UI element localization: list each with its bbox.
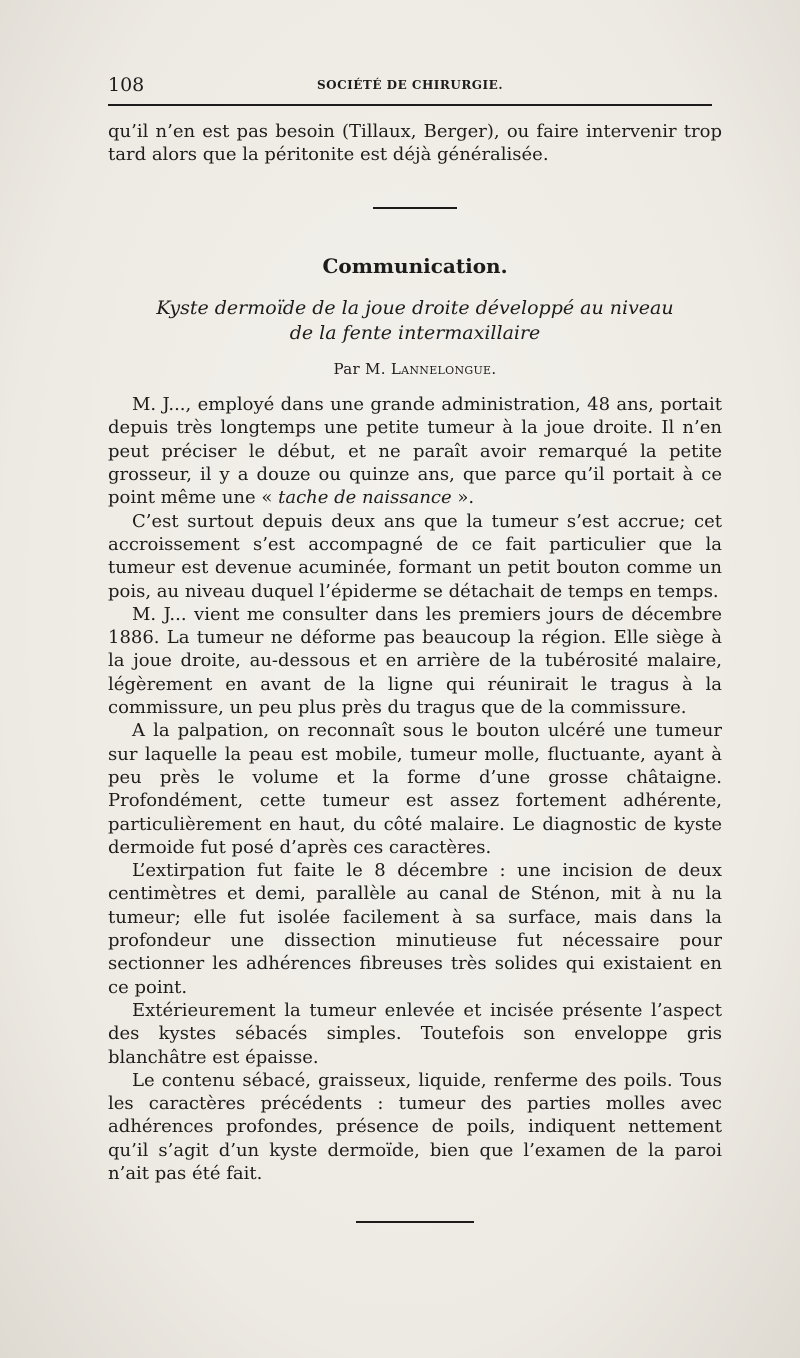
byline-suffix: .: [491, 359, 497, 378]
header-rule: [108, 104, 712, 106]
page-header: [108, 70, 712, 100]
paragraph-1-italic: tache de naissance: [278, 487, 452, 509]
paragraph-1-text: M. J..., employé dans une grande administration, 48 ans, portait depuis très longtemps une petite tumeur à la joue droite. Il n’en peut préciser le début, et ne paraît avoir remarqué la petite grosseur, il y a douze ou quinze ans, que parce qu’il portait à ce point même une «: [108, 394, 722, 509]
paragraph-2: C’est surtout depuis deux ans que la tumeur s’est accrue; cet accroissement s’est accompagné de ce fait particulier que la tumeur est devenue acuminée, formant un petit bouton comme un pois, au niveau duquel l’épiderme se détachait de temps en temps.: [108, 510, 722, 602]
article-title: [108, 296, 722, 346]
byline: [108, 358, 722, 381]
article-title-line-1: Kyste dermoïde de la joue droite développé au niveau: [156, 296, 674, 319]
section-heading: Communication.: [322, 253, 508, 278]
end-rule: [356, 1221, 474, 1223]
page-body: [108, 120, 722, 1223]
paragraph-7: Le contenu sébacé, graisseux, liquide, renferme des poils. Tous les caractères précédents : tumeur des parties molles avec adhérences profondes, présence de poils, indiquent nettement qu’il s’agit d’un kyste dermoïde, bien que l’examen de la paroi n’ait pas été fait.: [108, 1069, 722, 1184]
byline-prefix: Par M.: [333, 359, 386, 378]
paragraph-3: M. J... vient me consulter dans les premiers jours de décembre 1886. La tumeur ne déforme pas beaucoup la région. Elle siège à la joue droite, au-dessous et en arrière de la tubérosité malaire, légèrement en avant de la ligne qui réunirait le tragus à la commissure, un peu plus près du tragus que de la commissure.: [108, 603, 722, 719]
page-number: 108: [108, 74, 145, 96]
continuation-paragraph: qu’il n’en est pas besoin (Tillaux, Berger), ou faire intervenir trop tard alors que la péritonite est déjà généralisée.: [108, 121, 722, 166]
paragraph-1: [108, 393, 722, 509]
section-divider: [373, 207, 457, 209]
byline-author: Lannelongue: [390, 359, 492, 378]
running-head: SOCIÉTÉ DE CHIRURGIE.: [316, 78, 503, 92]
article-title-line-2: de la fente intermaxillaire: [289, 321, 541, 344]
paragraph-6: Extérieurement la tumeur enlevée et incisée présente l’aspect des kystes sébacés simples. Toutefois son enveloppe gris blanchâtre est épaisse.: [108, 999, 722, 1068]
paragraph-5: L’extirpation fut faite le 8 décembre : une incision de deux centimètres et demi, parallèle au canal de Sténon, mit à nu la tumeur; elle fut isolée facilement à sa surface, mais dans la profondeur une dissection minutieuse fut nécessaire pour sectionner les adhérences fibreuses très solides qui existaient en ce point.: [108, 860, 722, 998]
paragraph-1-end: ».: [451, 487, 475, 509]
paragraph-4: A la palpation, on reconnaît sous le bouton ulcéré une tumeur sur laquelle la peau est mobile, tumeur molle, fluctuante, ayant à peu près le volume et la forme d’une grosse châtaigne. Profondément, cette tumeur est assez fortement adhérente, particulièrement en haut, du côté malaire. Le diagnostic de kyste dermoide fut posé d’après ces caractères.: [108, 720, 722, 858]
